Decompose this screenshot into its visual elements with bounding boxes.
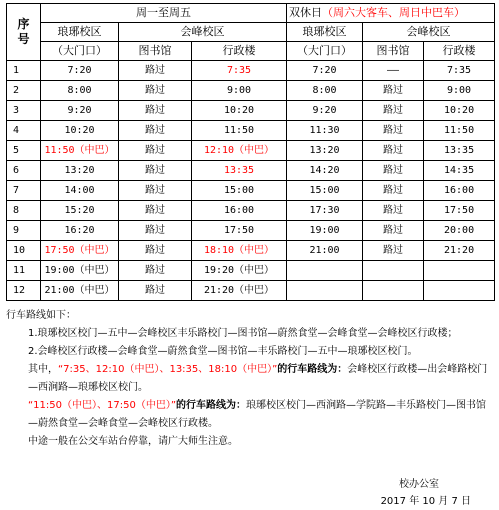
weekday-admin-building: 行政楼	[192, 42, 287, 61]
weekend-library-cell: ——	[363, 61, 424, 81]
weekday-library-cell: 路过	[119, 221, 192, 241]
weekend-library-cell: 路过	[363, 81, 424, 101]
special2-route: 琅琊校区校门—西涧路—学院路—丰乐路校门—图书馆—蔚然食堂—会峰食堂—会峰校区行政楼。	[28, 400, 486, 429]
signature: 校办公室	[399, 479, 439, 490]
weekday-admin-time: 15:00	[192, 181, 287, 201]
weekday-library-cell: 路过	[119, 81, 192, 101]
weekday-langya-time: 16:20	[41, 221, 119, 241]
special1-route-label: 的行车路线为：	[277, 364, 348, 375]
weekday-admin-time: 11:50	[192, 121, 287, 141]
weekend-admin-time	[424, 261, 495, 281]
weekday-admin-time: 16:00	[192, 201, 287, 221]
weekday-admin-time: 13:35	[192, 161, 287, 181]
weekday-library-cell: 路过	[119, 281, 192, 301]
weekend-library-cell	[363, 281, 424, 301]
special-route-2	[6, 397, 492, 433]
weekend-langya-time: 14:20	[287, 161, 363, 181]
weekday-langya-time: 15:20	[41, 201, 119, 221]
weekend-admin-time: 10:20	[424, 101, 495, 121]
weekday-langya-time: 21:00（中巴）	[41, 281, 119, 301]
weekend-admin-time: 9:00	[424, 81, 495, 101]
weekday-library-cell: 路过	[119, 141, 192, 161]
stops-note: 中途一般在公交车站台停靠，请广大师生注意。	[28, 436, 238, 447]
special1-prefix: 其中，	[28, 364, 58, 375]
weekday-langya-time: 8:00	[41, 81, 119, 101]
weekday-langya-time: 17:50（中巴）	[41, 241, 119, 261]
weekend-library-cell: 路过	[363, 161, 424, 181]
special2-route-label: 的行车路线为：	[176, 400, 246, 411]
weekend-library-cell: 路过	[363, 181, 424, 201]
weekend-langya-time: 21:00	[287, 241, 363, 261]
weekend-library-cell: 路过	[363, 101, 424, 121]
weekday-langya-time: 10:20	[41, 121, 119, 141]
weekday-langya-time: 14:00	[41, 181, 119, 201]
row-number: 5	[7, 141, 41, 161]
table-row	[7, 281, 495, 301]
weekend-admin-building: 行政楼	[424, 42, 495, 61]
weekend-admin-time: 7:35	[424, 61, 495, 81]
weekend-langya-time: 19:00	[287, 221, 363, 241]
weekday-langya-time: 19:00（中巴）	[41, 261, 119, 281]
bus-schedule-table	[6, 3, 495, 301]
table-row	[7, 101, 495, 121]
weekend-langya-time: 17:30	[287, 201, 363, 221]
weekend-admin-time: 16:00	[424, 181, 495, 201]
table-row	[7, 181, 495, 201]
header-row-2	[7, 23, 495, 42]
weekday-library-cell: 路过	[119, 181, 192, 201]
weekend-langya-time: 9:20	[287, 101, 363, 121]
weekend-note: （周六大客车、周日中巴车）	[322, 6, 466, 19]
row-number: 7	[7, 181, 41, 201]
special1-route: 会峰校区行政楼—出会峰路校门—西涧路—琅琊校区校门。	[28, 364, 488, 393]
row-number: 4	[7, 121, 41, 141]
table-row	[7, 221, 495, 241]
weekend-library-cell	[363, 261, 424, 281]
weekend-huifeng-campus: 会峰校区	[363, 23, 495, 42]
weekend-langya-time: 7:20	[287, 61, 363, 81]
header-row-1	[7, 4, 495, 23]
table-row	[7, 141, 495, 161]
table-row	[7, 201, 495, 221]
weekend-library: 图书馆	[363, 42, 424, 61]
weekend-library-cell: 路过	[363, 221, 424, 241]
route-1: 1.琅琊校区校门—五中—会峰校区丰乐路校门—图书馆—蔚然食堂—会峰食堂—会峰校区行政楼；	[28, 328, 458, 339]
weekday-library: 图书馆	[119, 42, 192, 61]
row-number: 3	[7, 101, 41, 121]
weekday-library-cell: 路过	[119, 161, 192, 181]
weekday-langya-gate: （大门口）	[41, 42, 119, 61]
weekend-langya-time	[287, 261, 363, 281]
weekday-admin-time: 7:35	[192, 61, 287, 81]
route-2: 2.会峰校区行政楼—会峰食堂—蔚然食堂—图书馆—丰乐路校门—五中—琅琊校区校门。	[28, 346, 418, 357]
row-number: 11	[7, 261, 41, 281]
weekend-library-cell: 路过	[363, 241, 424, 261]
weekday-library-cell: 路过	[119, 241, 192, 261]
notice-date: 2017 年 10 月 7 日	[380, 496, 471, 507]
weekend-admin-time: 20:00	[424, 221, 495, 241]
weekday-library-cell: 路过	[119, 121, 192, 141]
seq-header: 序号	[7, 4, 41, 61]
weekend-admin-time: 11:50	[424, 121, 495, 141]
weekend-langya-time: 13:20	[287, 141, 363, 161]
weekend-langya-gate: （大门口）	[287, 42, 363, 61]
weekday-header: 周一至周五	[41, 4, 287, 23]
weekend-admin-time: 14:35	[424, 161, 495, 181]
table-row	[7, 241, 495, 261]
row-number: 9	[7, 221, 41, 241]
weekday-langya-campus: 琅琊校区	[41, 23, 119, 42]
weekend-langya-time	[287, 281, 363, 301]
weekend-langya-campus: 琅琊校区	[287, 23, 363, 42]
weekend-library-cell: 路过	[363, 201, 424, 221]
weekday-library-cell: 路过	[119, 261, 192, 281]
table-row	[7, 121, 495, 141]
weekend-langya-time: 11:30	[287, 121, 363, 141]
routes-intro: 行车路线如下：	[6, 310, 76, 321]
row-number: 10	[7, 241, 41, 261]
weekend-langya-time: 15:00	[287, 181, 363, 201]
weekday-library-cell: 路过	[119, 101, 192, 121]
weekday-admin-time: 9:00	[192, 81, 287, 101]
row-number: 8	[7, 201, 41, 221]
header-row-3	[7, 42, 495, 61]
weekday-admin-time: 21:20（中巴）	[192, 281, 287, 301]
table-row	[7, 61, 495, 81]
weekend-header	[287, 4, 495, 23]
special1-times: “7:35、12:10（中巴）、13:35、18:10（中巴）”	[58, 364, 278, 375]
row-number: 1	[7, 61, 41, 81]
weekday-admin-time: 18:10（中巴）	[192, 241, 287, 261]
weekday-library-cell: 路过	[119, 61, 192, 81]
weekday-langya-time: 13:20	[41, 161, 119, 181]
weekday-admin-time: 17:50	[192, 221, 287, 241]
weekend-langya-time: 8:00	[287, 81, 363, 101]
weekday-admin-time: 10:20	[192, 101, 287, 121]
weekend-admin-time: 17:50	[424, 201, 495, 221]
table-row	[7, 261, 495, 281]
weekday-langya-time: 11:50（中巴）	[41, 141, 119, 161]
weekday-admin-time: 12:10（中巴）	[192, 141, 287, 161]
row-number: 12	[7, 281, 41, 301]
weekend-admin-time: 13:35	[424, 141, 495, 161]
weekday-langya-time: 9:20	[41, 101, 119, 121]
row-number: 6	[7, 161, 41, 181]
table-row	[7, 81, 495, 101]
weekend-admin-time: 21:20	[424, 241, 495, 261]
weekend-label: 双休日	[289, 6, 323, 19]
weekend-admin-time	[424, 281, 495, 301]
special2-times: “11:50（中巴）、17:50（中巴）”	[28, 400, 176, 411]
weekday-admin-time: 19:20（中巴）	[192, 261, 287, 281]
weekend-library-cell: 路过	[363, 141, 424, 161]
weekday-langya-time: 7:20	[41, 61, 119, 81]
weekday-huifeng-campus: 会峰校区	[119, 23, 287, 42]
special-route-1	[6, 361, 492, 397]
weekday-library-cell: 路过	[119, 201, 192, 221]
weekend-library-cell: 路过	[363, 121, 424, 141]
row-number: 2	[7, 81, 41, 101]
table-row	[7, 161, 495, 181]
route-notes	[6, 307, 492, 451]
